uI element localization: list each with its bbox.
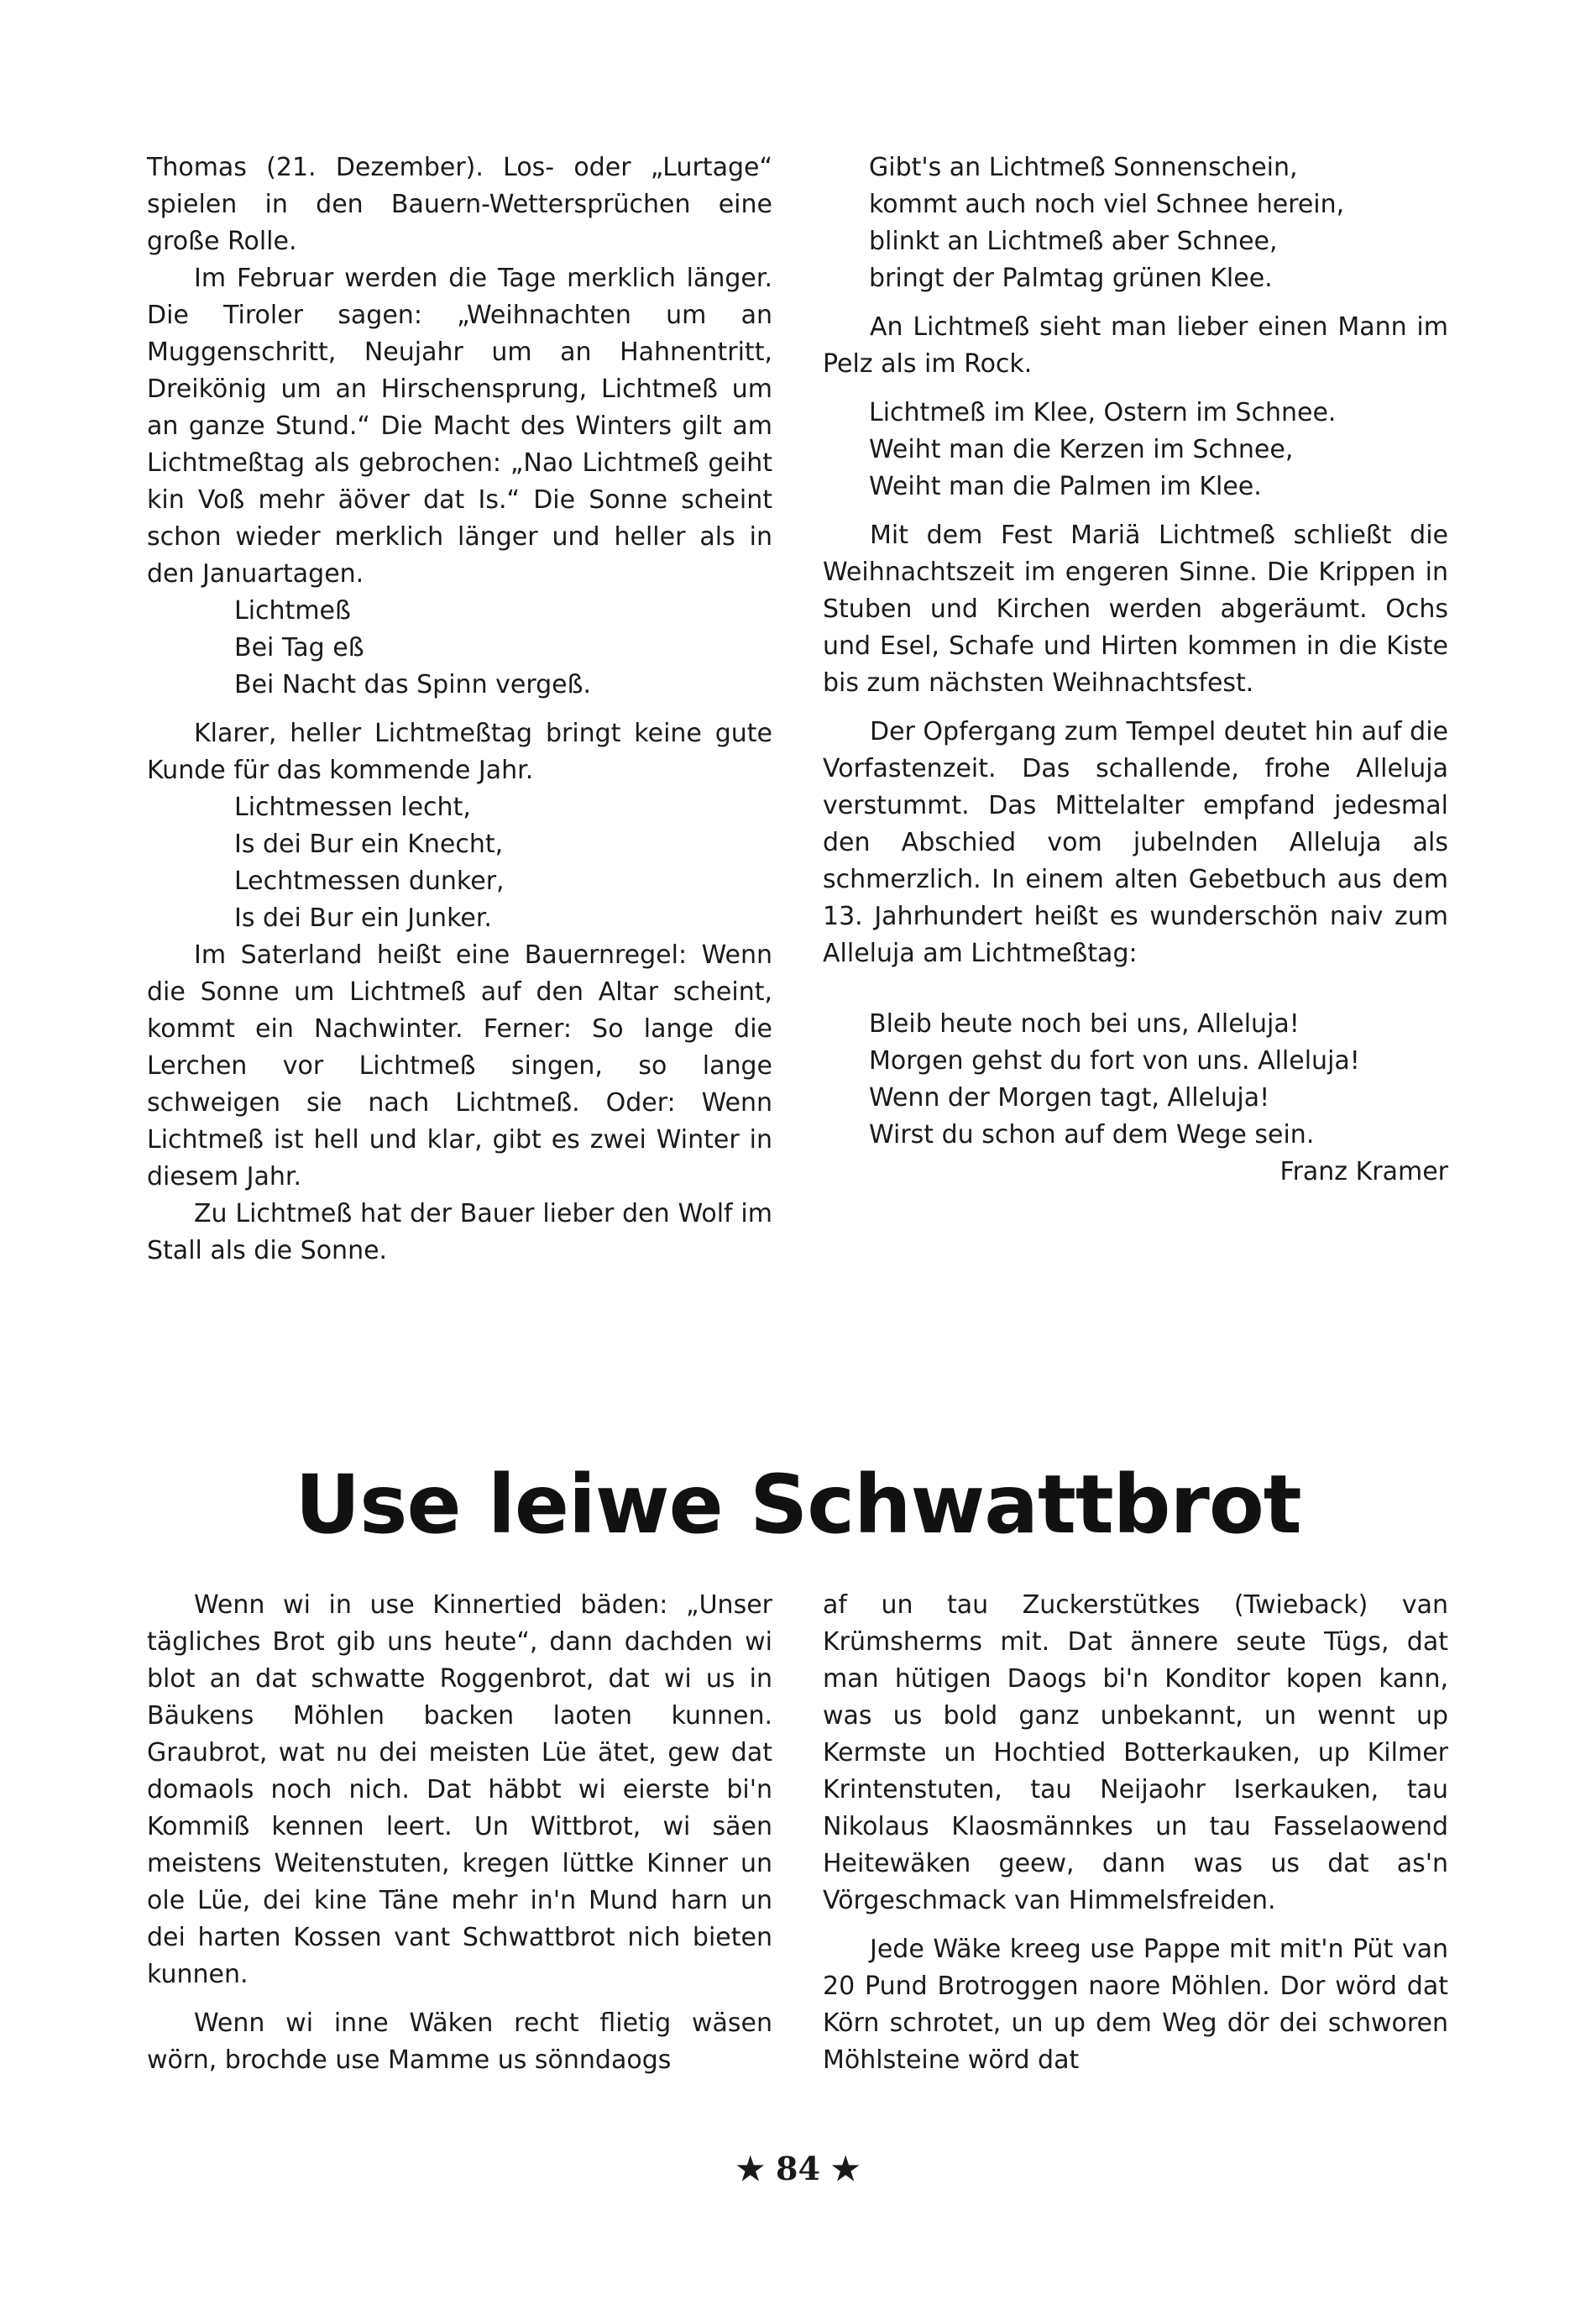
verse-line: Gibt's an Lichtmeß Sonnenschein, xyxy=(869,153,1298,182)
verse-line: Weiht man die Palmen im Klee. xyxy=(869,472,1262,501)
verse-line: Wirst du schon auf dem Wege sein. xyxy=(869,1120,1315,1150)
paragraph: Der Opfergang zum Tempel deutet hin auf die Vorfastenzeit. Das schallende, frohe Alleluja verstummt. Das Mittelalter empfand jedesmal den Abschied vom jubelnden Alleluja als schmerzlich. In einem alten Gebetbuch aus dem 13. Jahrhundert heißt es wunderschön naiv zum Alleluja am Lichtmeßtag: xyxy=(823,717,1448,968)
paragraph: An Lichtmeß sieht man lieber einen Mann im Pelz als im Rock. xyxy=(823,312,1448,379)
article-column-top-right xyxy=(823,149,1448,1191)
paragraph: Mit dem Fest Mariä Lichtmeß schließt die Weihnachtszeit im engeren Sinne. Die Krippen in Stuben und Kirchen werden abgeräumt. Ochs und Esel, Schafe und Hirten kommen in die Kiste bis zum nächsten Weihnachtsfest. xyxy=(823,521,1448,698)
verse-line: bringt der Palmtag grünen Klee. xyxy=(869,264,1273,293)
verse-lichtmess-sonnenschein xyxy=(823,149,1448,297)
verse-lichtmessen-lecht xyxy=(147,789,772,937)
paragraph: Jede Wäke kreeg use Pappe mit mit'n Püt van 20 Pund Brotroggen naore Möhlen. Dor wörd dat Körn schrotet, un up dem Weg dör dei schworen Möhlsteine wörd dat xyxy=(823,1935,1448,2075)
article-column-bottom-right xyxy=(823,1587,1448,2079)
paragraph: af un tau Zuckerstütkes (Twieback) van Krümsherms mit. Dat ännere seute Tügs, dat man hütigen Daogs bi'n Konditor kopen kann, was us bold ganz unbekannt, un wennt up Kermste un Hochtied Botterkauken, up Kilmer Krintenstuten, tau Neijaohr Iserkauken, tau Nikolaus Klaosmännkes un tau Fasselaowend Heitewäken geew, dann was us dat as'n Vörgeschmack van Himmelsfreiden. xyxy=(823,1590,1448,1915)
verse-line: Weiht man die Kerzen im Schnee, xyxy=(869,435,1294,464)
verse-line: kommt auch noch viel Schnee herein, xyxy=(869,190,1345,219)
verse-line: Lechtmessen dunker, xyxy=(234,867,505,896)
paragraph: Im Februar werden die Tage merklich länger. Die Tiroler sagen: „Weihnachten um an Muggenschritt, Neujahr um an Hahnentritt, Dreikönig um an Hirschensprung, Lichtmeß um an ganze Stund.“ Die Macht des Winters gilt am Lichtmeßtag als gebrochen: „Nao Lichtmeß geiht kin Voß mehr äöver dat Is.“ Die Sonne scheint schon wieder merklich länger und heller als in den Januartagen. xyxy=(147,264,772,589)
verse-lichtmess-im-klee xyxy=(823,395,1448,505)
author-name: Franz Kramer xyxy=(1279,1157,1448,1186)
article-headline: Use leiwe Schwattbrot xyxy=(295,1458,1301,1552)
verse-line: Bei Nacht das Spinn vergeß. xyxy=(234,670,592,699)
verse-lichtmess-bei-tag xyxy=(147,593,772,704)
verse-alleluja xyxy=(823,1006,1448,1154)
article-column-top-left xyxy=(147,149,772,1270)
paragraph: Im Saterland heißt eine Bauernregel: Wenn die Sonne um Lichtmeß auf den Altar scheint, kommt ein Nachwinter. Ferner: So lange die Lerchen vor Lichtmeß singen, so lange schweigen sie nach Lichtmeß. Oder: Wenn Lichtmeß ist hell und klar, gibt es zwei Winter in diesem Jahr. xyxy=(147,940,772,1191)
paragraph: Thomas (21. Dezember). Los- oder „Lurtage“ spielen in den Bauern-Wettersprüchen eine große Rolle. xyxy=(147,153,772,256)
verse-line: Lichtmeß xyxy=(234,596,351,626)
verse-line: Morgen gehst du fort von uns. Alleluja! xyxy=(869,1046,1360,1076)
verse-line: Is dei Bur ein Knecht, xyxy=(234,830,504,859)
paragraph: Zu Lichtmeß hat der Bauer lieber den Wolf im Stall als die Sonne. xyxy=(147,1199,772,1265)
verse-line: blinkt an Lichtmeß aber Schnee, xyxy=(869,227,1278,256)
verse-line: Lichtmessen lecht, xyxy=(234,793,471,822)
paragraph: Wenn wi inne Wäken recht flietig wäsen wörn, brochde use Mamme us sönndaogs xyxy=(147,2008,772,2075)
verse-line: Lichtmeß im Klee, Ostern im Schnee. xyxy=(869,398,1337,427)
verse-line: Is dei Bur ein Junker. xyxy=(234,903,492,933)
paragraph: Klarer, heller Lichtmeßtag bringt keine gute Kunde für das kommende Jahr. xyxy=(147,719,772,785)
article-column-bottom-left xyxy=(147,1587,772,2079)
verse-line: Bei Tag eß xyxy=(234,633,364,662)
page-number: ★ 84 ★ xyxy=(735,2150,861,2187)
verse-line: Bleib heute noch bei uns, Alleluja! xyxy=(869,1009,1300,1039)
verse-line: Wenn der Morgen tagt, Alleluja! xyxy=(869,1083,1270,1113)
paragraph: Wenn wi in use Kinnertied bäden: „Unser tägliches Brot gib uns heute“, dann dachden wi blot an dat schwatte Roggenbrot, dat wi us in Bäukens Möhlen backen laoten kunnen. Graubrot, wat nu dei meisten Lüe ätet, gew dat domaols noch nich. Dat häbbt wi eierste bi'n Kommiß kennen leert. Un Wittbrot, wi säen meistens Weitenstuten, kregen lüttke Kinner un ole Lüe, dei kine Täne mehr in'n Mund harn un dei harten Kossen vant Schwattbrot nich bieten kunnen. xyxy=(147,1590,772,1989)
